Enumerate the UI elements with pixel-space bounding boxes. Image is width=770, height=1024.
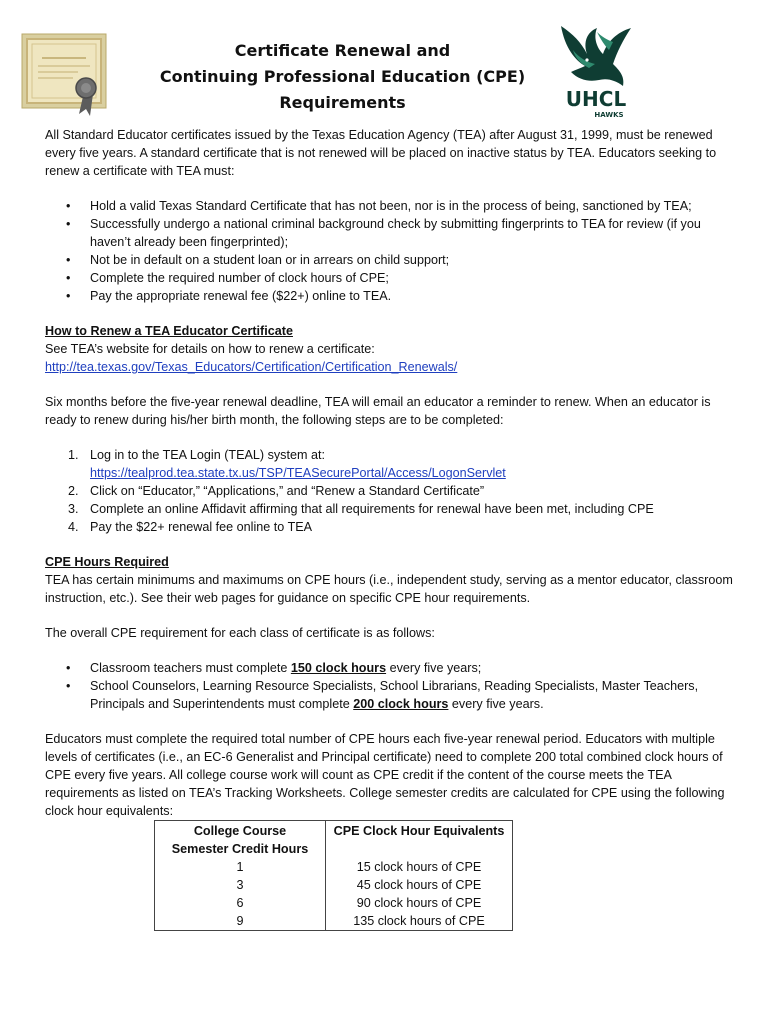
step-number: 4.	[68, 520, 79, 534]
logo-subtext: HAWKS	[594, 111, 624, 119]
table-row	[155, 858, 513, 876]
clock-hours-emphasis: 150 clock hours	[290, 661, 387, 675]
closing-paragraph: Educators must complete the required total number of CPE hours each five-year renewal period. Educators with multiple levels of certificates (i.e., an EC-6 Generalist and Principal certificate) need to complete 200 total combined clock hours of CPE every five years. All college course work will count as CPE credit if the content of the course meets the TEA requirements as listed on TEA’s Tracking Worksheets. College semester credits are calculated for CPE using the following clock hour equivalents:	[45, 732, 725, 818]
renewal-steps-list	[45, 446, 735, 536]
certificate-classes-list	[45, 659, 735, 713]
class-text: every five years.	[448, 697, 544, 711]
header-line: Semester Credit Hours	[171, 842, 309, 856]
cpe-hours-paragraph: TEA has certain minimums and maximums on CPE hours (i.e., independent study, serving as a mentor educator, classroom instruction, etc.). See their web pages for guidance on specific CPE hour requirements.	[45, 573, 733, 605]
step-text: Click on “Educator,” “Applications,” and “Renew a Standard Certificate”	[90, 484, 485, 498]
credits-cell: 9	[155, 912, 326, 931]
list-item	[68, 500, 735, 518]
list-item	[68, 518, 735, 536]
title-line: Requirements	[279, 93, 406, 112]
list-item	[90, 659, 735, 677]
credits-cell: 6	[155, 894, 326, 912]
credits-cell: 1	[155, 858, 326, 876]
column-header: CPE Clock Hour Equivalents	[326, 821, 513, 859]
overall-requirement-text: The overall CPE requirement for each class of certificate is as follows:	[45, 626, 435, 640]
six-months-paragraph: Six months before the five-year renewal deadline, TEA will email an educator a reminder to renew. When an educator is ready to renew during his/her birth month, the following steps are to be completed:	[45, 395, 711, 427]
credits-cell: 3	[155, 876, 326, 894]
step-text: Pay the $22+ renewal fee online to TEA	[90, 520, 313, 534]
page-title	[150, 38, 535, 116]
requirements-list	[45, 197, 735, 305]
list-item	[68, 446, 735, 482]
header-line: College Course	[193, 824, 287, 838]
clock-hours-emphasis: 200 clock hours	[353, 697, 449, 711]
table-row	[155, 876, 513, 894]
list-item: • Not be in default on a student loan or in arrears on child support;	[90, 251, 735, 269]
list-item: • Hold a valid Texas Standard Certificate that has not been, nor is in the process of being, sanctioned by TEA;	[90, 197, 735, 215]
class-text: Classroom teachers must complete	[90, 661, 291, 675]
renew-text: See TEA’s website for details on how to renew a certificate:	[45, 342, 375, 356]
list-item	[68, 482, 735, 500]
class-text: School Counselors, Learning Resource Specialists, School Librarians, Reading Specialists, Master Teachers, Principals and Superintendents must complete	[90, 679, 699, 711]
clock-hour-equivalents-table	[154, 820, 513, 931]
table-row	[155, 894, 513, 912]
teal-login-link[interactable]: https://tealprod.tea.state.tx.us/TSP/TEASecurePortal/Access/LogonServlet	[90, 466, 506, 480]
section-heading: How to Renew a TEA Educator Certificate	[45, 324, 293, 338]
section-heading: CPE Hours Required	[45, 555, 169, 569]
intro-paragraph: All Standard Educator certificates issued by the Texas Education Agency (TEA) after August 31, 1999, must be renewed every five years. A standard certificate that is not renewed will be placed on inactive status by TEA. Educators seeking to renew a certificate with TEA must:	[45, 128, 717, 178]
column-header	[155, 821, 326, 859]
equivalent-cell: 15 clock hours of CPE	[326, 858, 513, 876]
list-item	[90, 677, 735, 713]
logo-text: UHCL	[565, 87, 627, 111]
title-line: Certificate Renewal and	[234, 41, 451, 60]
equivalent-cell: 135 clock hours of CPE	[326, 912, 513, 931]
title-line: Continuing Professional Education (CPE)	[159, 67, 526, 86]
step-number: 1.	[68, 448, 79, 462]
tea-renewals-link[interactable]: http://tea.texas.gov/Texas_Educators/Certification/Certification_Renewals/	[45, 360, 458, 374]
uhcl-hawk-logo	[553, 20, 639, 124]
step-text: Complete an online Affidavit affirming that all requirements for renewal have been met, including CPE	[90, 502, 654, 516]
step-text: Log in to the TEA Login (TEAL) system at:	[90, 448, 325, 462]
list-item: • Pay the appropriate renewal fee ($22+) online to TEA.	[90, 287, 735, 305]
certificate-icon	[18, 28, 112, 118]
document-body	[45, 126, 735, 820]
step-number: 2.	[68, 484, 79, 498]
equivalent-cell: 90 clock hours of CPE	[326, 894, 513, 912]
equivalent-cell: 45 clock hours of CPE	[326, 876, 513, 894]
list-item: • Complete the required number of clock hours of CPE;	[90, 269, 735, 287]
class-text: every five years;	[386, 661, 482, 675]
step-number: 3.	[68, 502, 79, 516]
list-item: • Successfully undergo a national criminal background check by submitting fingerprints to TEA for review (if you haven’t already been fingerprinted);	[90, 215, 735, 251]
table-row	[155, 912, 513, 931]
table-header-row	[155, 821, 513, 859]
